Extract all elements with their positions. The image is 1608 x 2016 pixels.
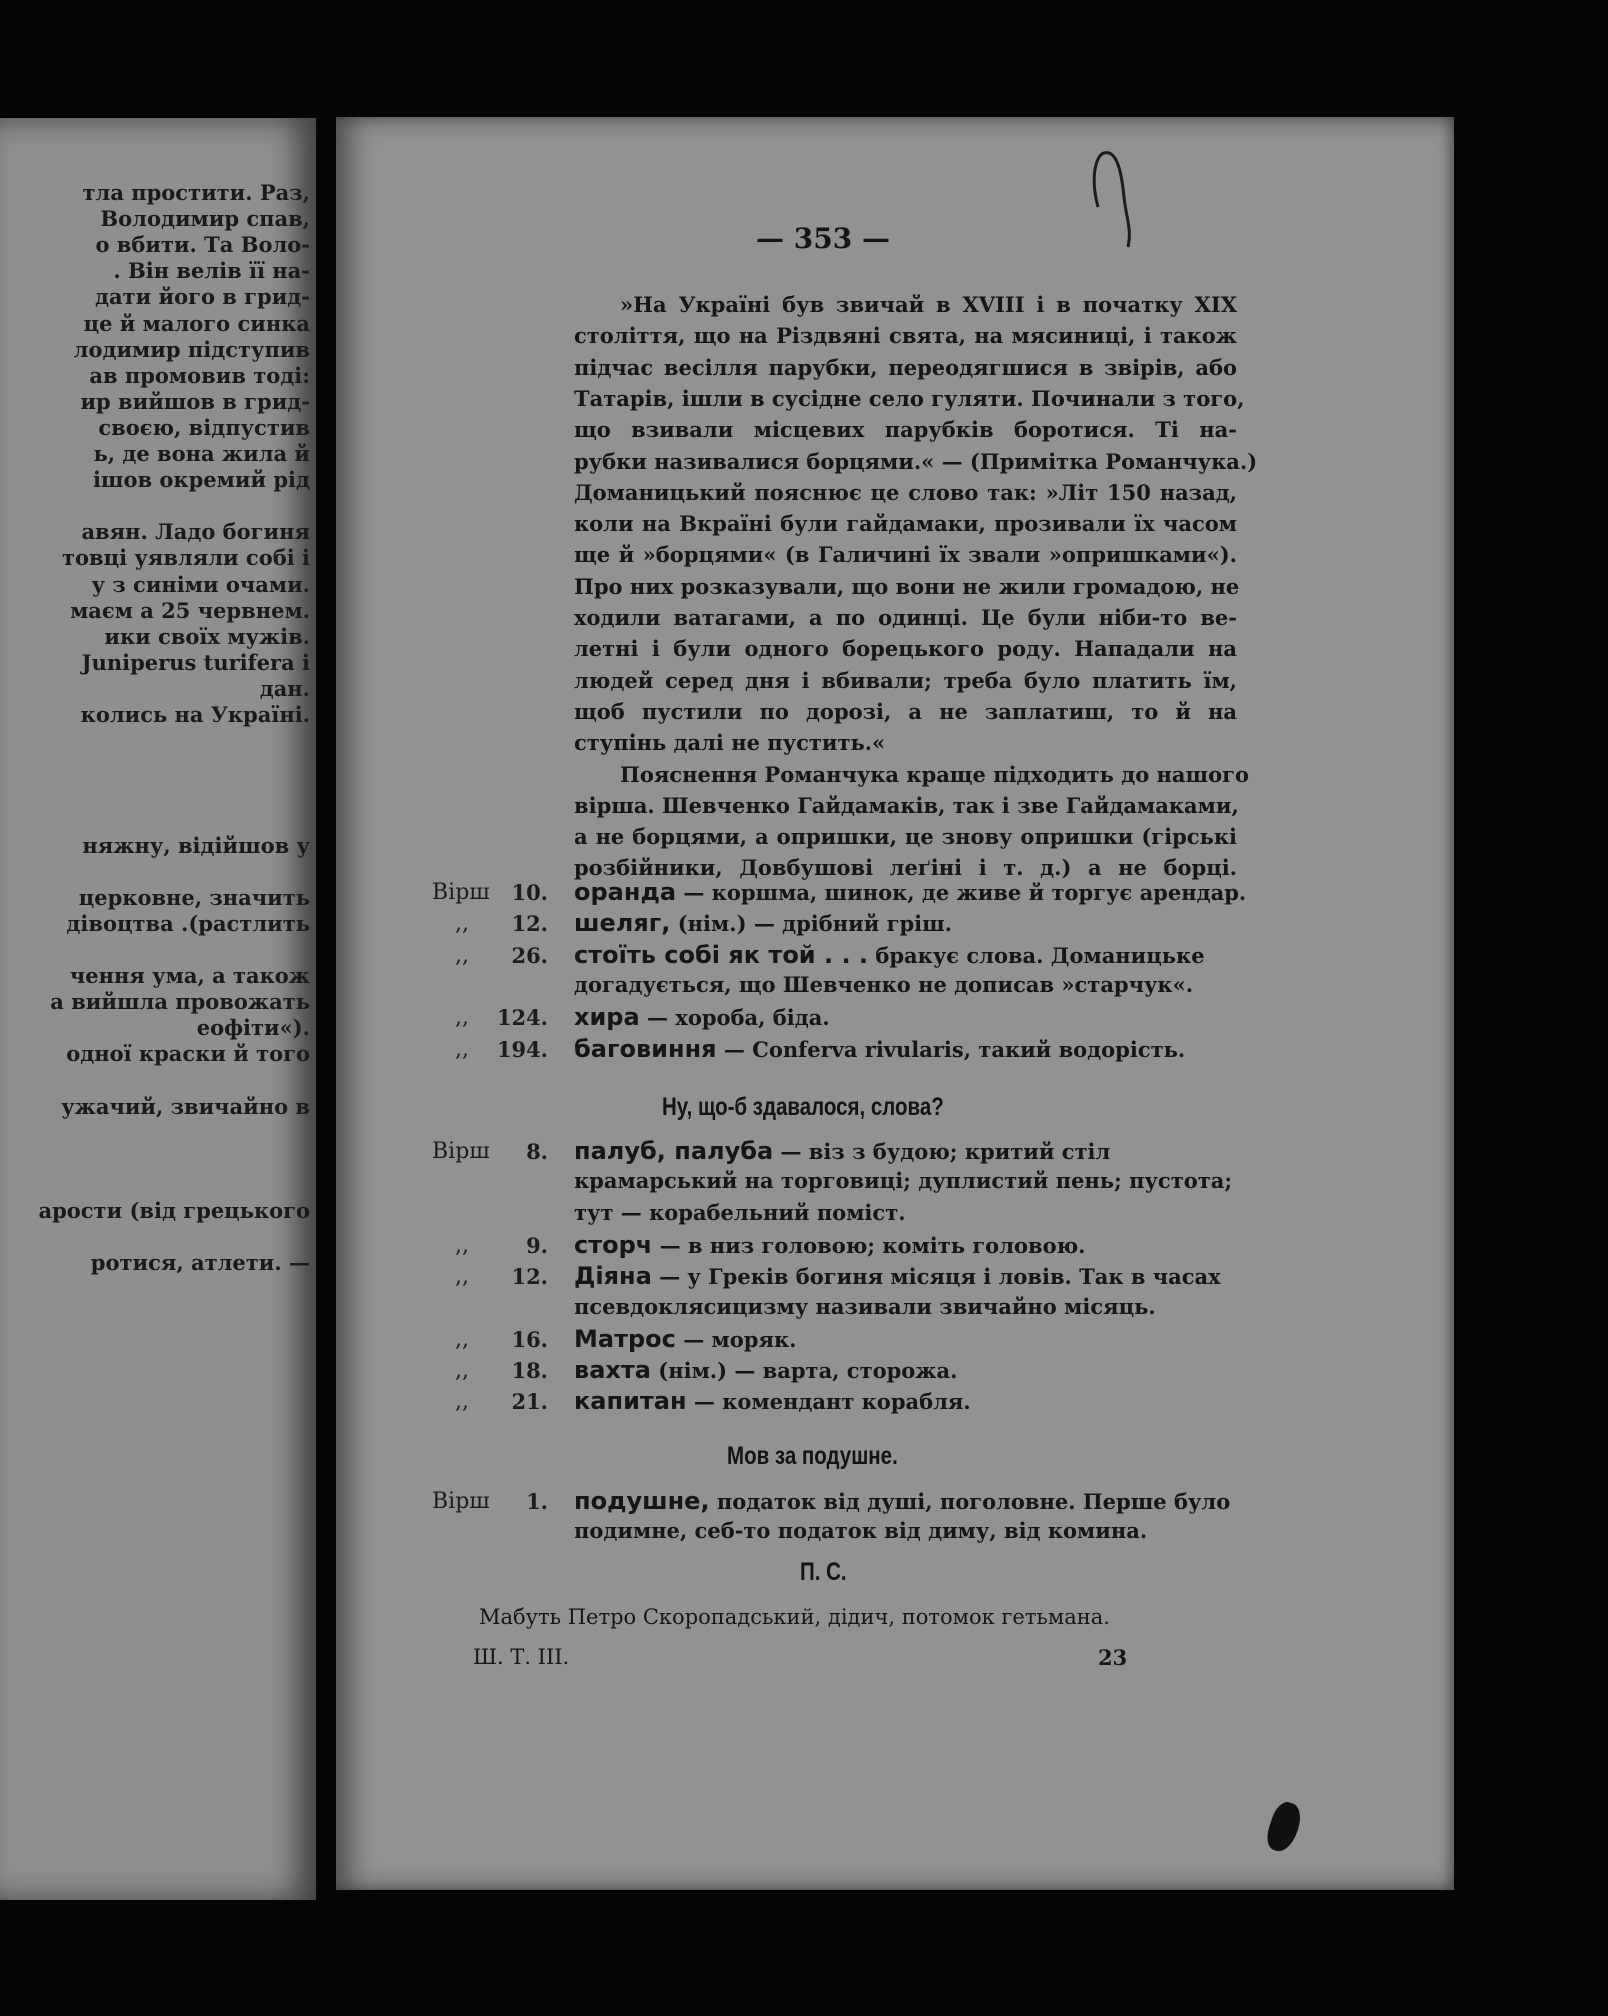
glossary-definition: крамарський на торговиці; дуплистий пень; пустота; [574, 1168, 1233, 1194]
section-heading: Ну, що-б здавалося, слова? [662, 1093, 944, 1121]
left-page-fragment [0, 118, 316, 1900]
text-line: Доманицький пояснює це слово так: »Літ 150 назад, [574, 479, 1237, 505]
note-line [574, 909, 952, 937]
note-line [574, 1294, 1156, 1319]
right-page [336, 117, 1454, 1890]
glossary-definition: — хороба, біда. [646, 1005, 830, 1031]
glossary-term: оранда [574, 878, 677, 906]
verse-label: ,, [455, 1389, 469, 1415]
glossary-term: сторч [574, 1230, 653, 1259]
left-page-line: ав промовив тоді: [89, 362, 310, 388]
glossary-definition: — Conferva rivularis, такий водорість. [723, 1036, 1186, 1062]
text-line: людей серед дня і вбивали; треба було платить їм, [574, 667, 1237, 693]
text-line: підчас весілля парубки, переодягшися в звірів, або [574, 354, 1237, 380]
note-line [574, 1356, 957, 1384]
left-page-line: няжну, відійшов у [82, 832, 310, 858]
note-line [574, 972, 1193, 997]
glossary-definition: подимне, себ-то податок від диму, від комина. [574, 1518, 1148, 1544]
verse-label: Вірш [432, 1489, 490, 1514]
verse-label: ,, [455, 1036, 469, 1062]
left-page-line: одної краски й того [66, 1041, 310, 1067]
text-line: Пояснення Романчука краще підходить до нашого [620, 761, 1249, 787]
left-page-line: ішов окремий рід [92, 467, 310, 493]
text-line: »На Україні був звичай в XVIII і в початку XIX [620, 292, 1237, 317]
verse-label: ,, [455, 1232, 469, 1258]
glossary-definition: — у Греків богиня місяця і ловів. Так в часах [659, 1264, 1221, 1290]
note-line [574, 878, 1246, 906]
note-line [574, 1200, 906, 1225]
glossary-term: капитан [574, 1387, 687, 1416]
ink-blot-icon [1263, 1799, 1305, 1855]
verse-number: 124. [496, 1005, 548, 1031]
note-line [574, 1035, 1185, 1063]
verse-label: ,, [455, 1005, 469, 1031]
glossary-definition: податок від душі, поголовне. Перше було [716, 1489, 1231, 1514]
left-page-line: у з синіми очами. [91, 571, 310, 597]
note-line [574, 1262, 1221, 1290]
left-page-line: ир вийшов в грид- [80, 388, 310, 414]
glossary-term: хира [574, 1003, 640, 1032]
verse-label: Вірш [432, 1139, 490, 1164]
glossary-definition: — коршма, шинок, де живе й торгує арендар. [683, 880, 1247, 905]
left-page-line: лодимир підступив [73, 336, 310, 362]
glossary-term: баговиння [574, 1034, 717, 1063]
footer-signature: Ш. Т. III. [473, 1645, 570, 1669]
closing-line: Мабуть Петро Скоропадський, дідич, потомок гетьмана. [479, 1605, 1110, 1629]
note-line [574, 1387, 971, 1415]
text-line: ступінь далі не пустить.« [574, 730, 886, 756]
text-line: Татарів, ішли в сусідне село гуляти. Починали з того, [574, 385, 1245, 411]
left-page-line: ротися, атлети. — [90, 1250, 310, 1276]
glossary-definition: тут — корабельний поміст. [574, 1199, 906, 1225]
glossary-term: Матрос [574, 1324, 676, 1353]
page-number: — 353 — [756, 222, 890, 255]
left-page-line: ики своїх мужів. [104, 623, 310, 649]
text-line: коли на Вкраїні були гайдамаки, прозивали їх часом [574, 511, 1237, 537]
glossary-term: шеляг, [574, 909, 671, 938]
left-page-line: о вбити. Та Воло- [95, 232, 310, 258]
left-page-line: дівоцтва .(растлить [66, 910, 310, 936]
verse-number: 21. [511, 1389, 548, 1415]
section-heading: П. С. [800, 1558, 847, 1586]
verse-number: 10. [511, 880, 548, 905]
text-line: що взивали місцевих парубків боротися. Ті на- [574, 417, 1237, 443]
note-line [574, 1231, 1085, 1259]
left-page-line: еофіти«). [196, 1015, 310, 1041]
verse-number: 18. [511, 1358, 548, 1384]
left-page-line: маєм а 25 червнем. [70, 597, 310, 623]
left-page-line: це й малого синка [83, 310, 310, 336]
glossary-definition: — в низ головою; коміть головою. [659, 1232, 1086, 1258]
glossary-term: палуб, палуба [574, 1137, 774, 1165]
glossary-term: вахта [574, 1356, 651, 1385]
text-line: а не борцями, а опришки, це знову опришки (гірські [574, 824, 1237, 850]
text-line: рубки називалися борцями.« — (Примітка Романчука.) [574, 448, 1258, 474]
glossary-definition: (нім.) — дрібний гріш. [677, 911, 953, 937]
glossary-definition: (нім.) — варта, сторожа. [658, 1358, 958, 1384]
verse-number: 8. [526, 1139, 548, 1164]
left-page-line: колись на Україні. [80, 702, 310, 727]
left-page-line: дан. [259, 675, 310, 701]
verse-label: Вірш [432, 880, 490, 905]
section-heading: Мов за подушне. [727, 1442, 898, 1470]
left-page-line: товці уявляли собі і [61, 545, 310, 571]
verse-number: 1. [526, 1489, 548, 1514]
left-page-line: ужачий, звичайно в [61, 1093, 310, 1119]
left-page-line: церковне, значить [78, 884, 310, 910]
verse-number: 12. [511, 1264, 548, 1290]
left-page-line: а вийшла провожать [50, 989, 310, 1015]
glossary-definition: — комендант корабля. [693, 1389, 971, 1415]
note-line [574, 1518, 1147, 1543]
glossary-term: Діяна [574, 1262, 652, 1291]
left-page-line: дати його в грид- [94, 284, 310, 310]
note-line [574, 941, 1205, 969]
verse-label: ,, [455, 942, 469, 968]
left-page-line: авян. Ладо богиня [81, 519, 310, 545]
text-line: вірша. Шевченко Гайдамаків, так і зве Гайдамаками, [574, 792, 1239, 818]
verse-label: ,, [455, 1358, 469, 1384]
verse-number: 12. [511, 911, 548, 937]
verse-number: 9. [526, 1232, 548, 1258]
glossary-definition: догадується, що Шевченко не дописав »старчук«. [574, 971, 1194, 997]
text-line: ходили ватагами, а по одинці. Це були ніби-то ве- [574, 605, 1237, 630]
left-page-line: Володимир спав, [100, 206, 310, 232]
verse-number: 194. [496, 1036, 548, 1062]
glossary-definition: — моряк. [683, 1326, 797, 1352]
glossary-definition: — віз з будою; критий стіл [780, 1139, 1111, 1164]
pen-mark-icon [1084, 147, 1144, 257]
verse-number: 26. [511, 942, 548, 968]
left-page-line: Juniperus turifera і [81, 649, 310, 675]
verse-number: 16. [511, 1326, 548, 1352]
note-line [574, 1487, 1230, 1515]
left-page-line: . Він велів її на- [113, 258, 310, 284]
glossary-term: стоїть собі як той . . . [574, 940, 869, 969]
verse-label: ,, [455, 1326, 469, 1352]
text-line: Про них розказували, що вони не жили громадою, не [574, 573, 1240, 599]
glossary-definition: бракує слова. Доманицьке [875, 942, 1205, 968]
note-line [574, 1325, 796, 1353]
text-line: щоб пустили по дорозі, а не заплатиш, то й на [574, 698, 1237, 724]
left-page-line: чення ума, а також [69, 963, 310, 988]
note-line [574, 1137, 1110, 1165]
note-line [574, 1168, 1232, 1193]
left-page-line: тла простити. Раз, [82, 180, 310, 205]
text-line: ще й »борцями« (в Галичині їх звали »опришками«). [574, 542, 1237, 568]
verse-label: ,, [455, 1264, 469, 1290]
text-line: летні і були одного борецького роду. Нападали на [574, 636, 1237, 662]
note-line [574, 1003, 830, 1031]
glossary-term: подушне, [574, 1487, 710, 1515]
text-line: розбійники, Довбушові леґіні і т. д.) а не борці. [574, 855, 1237, 881]
footer-sheet-number: 23 [1098, 1645, 1128, 1670]
left-page-line: арости (від грецького [38, 1197, 310, 1223]
left-page-line: своєю, відпустив [98, 414, 310, 440]
text-line: століття, що на Різдвяні свята, на мясиниці, і також [574, 323, 1237, 349]
left-page-line: ь, де вона жила й [93, 441, 310, 466]
verse-label: ,, [455, 911, 469, 937]
glossary-definition: псевдоклясицизму називали звичайно місяць. [574, 1293, 1156, 1319]
